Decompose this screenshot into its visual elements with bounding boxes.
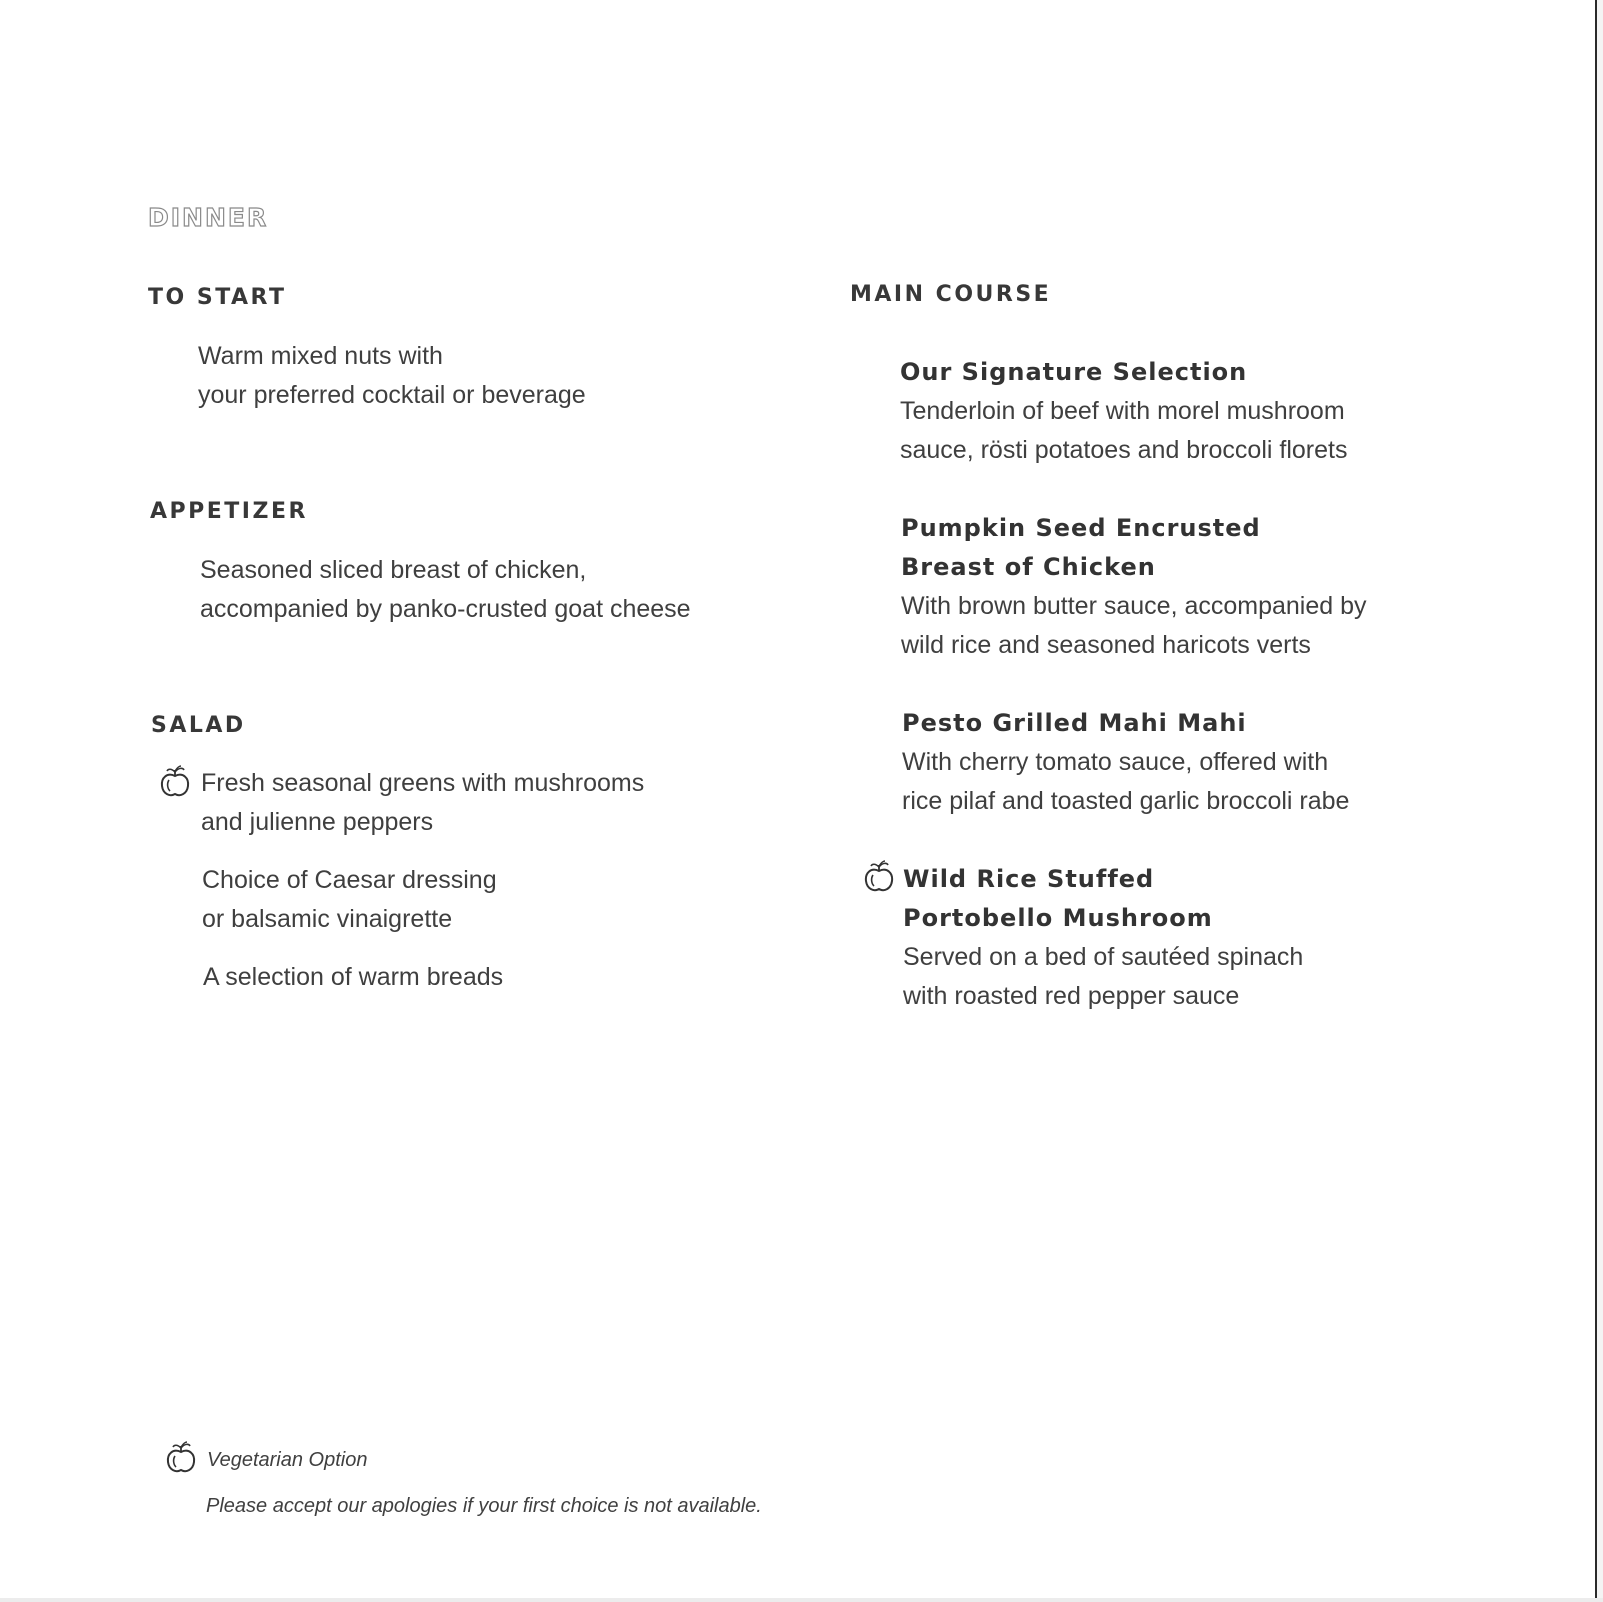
bottom-edge [0,1598,1603,1602]
vegetarian-icon [862,860,896,894]
to-start-line: Warm mixed nuts with [198,342,443,370]
salad-dressing-description [202,861,497,939]
menu-title: DINNER [148,203,269,232]
page-edge [1595,0,1597,1602]
dish-description: With brown butter sauce, accompanied by wild rice and seasoned haricots verts [901,592,1367,659]
salad-dressing-line: or balsamic vinaigrette [202,905,453,933]
to-start-heading: TO START [148,285,287,310]
to-start-description [198,337,586,415]
dish-name: Pesto Grilled Mahi Mahi [902,709,1247,737]
vegetarian-legend-label: Vegetarian Option [207,1449,368,1471]
main-course-heading: MAIN COURSE [850,282,1052,307]
salad-breads: A selection of warm breads [203,963,504,991]
appetizer-heading: APPETIZER [150,499,308,524]
appetizer-line: accompanied by panko-crusted goat cheese [200,595,691,623]
dish-name: Wild Rice Stuffed Portobello Mushroom [903,865,1213,932]
salad-greens-description [201,764,644,842]
page-edge-shadow [1597,0,1603,1602]
vegetarian-icon [158,765,192,799]
salad-greens-line: and julienne peppers [201,808,434,836]
appetizer-description [200,551,691,629]
vegetarian-legend-icon [164,1441,198,1475]
to-start-line: your preferred cocktail or beverage [198,381,586,409]
salad-heading: SALAD [151,713,246,738]
dish-name: Pumpkin Seed Encrusted Breast of Chicken [901,514,1261,581]
dish-description: Served on a bed of sautéed spinach with roasted red pepper sauce [903,943,1304,1010]
apology-note: Please accept our apologies if your first choice is not available. [206,1495,762,1517]
dish-description: With cherry tomato sauce, offered with rice pilaf and toasted garlic broccoli rabe [902,748,1350,815]
salad-dressing-line: Choice of Caesar dressing [202,866,497,894]
dish-name: Our Signature Selection [900,358,1248,386]
dish-description: Tenderloin of beef with morel mushroom sauce, rösti potatoes and broccoli florets [900,397,1348,464]
salad-greens-line: Fresh seasonal greens with mushrooms [201,769,645,797]
appetizer-line: Seasoned sliced breast of chicken, [200,556,587,584]
